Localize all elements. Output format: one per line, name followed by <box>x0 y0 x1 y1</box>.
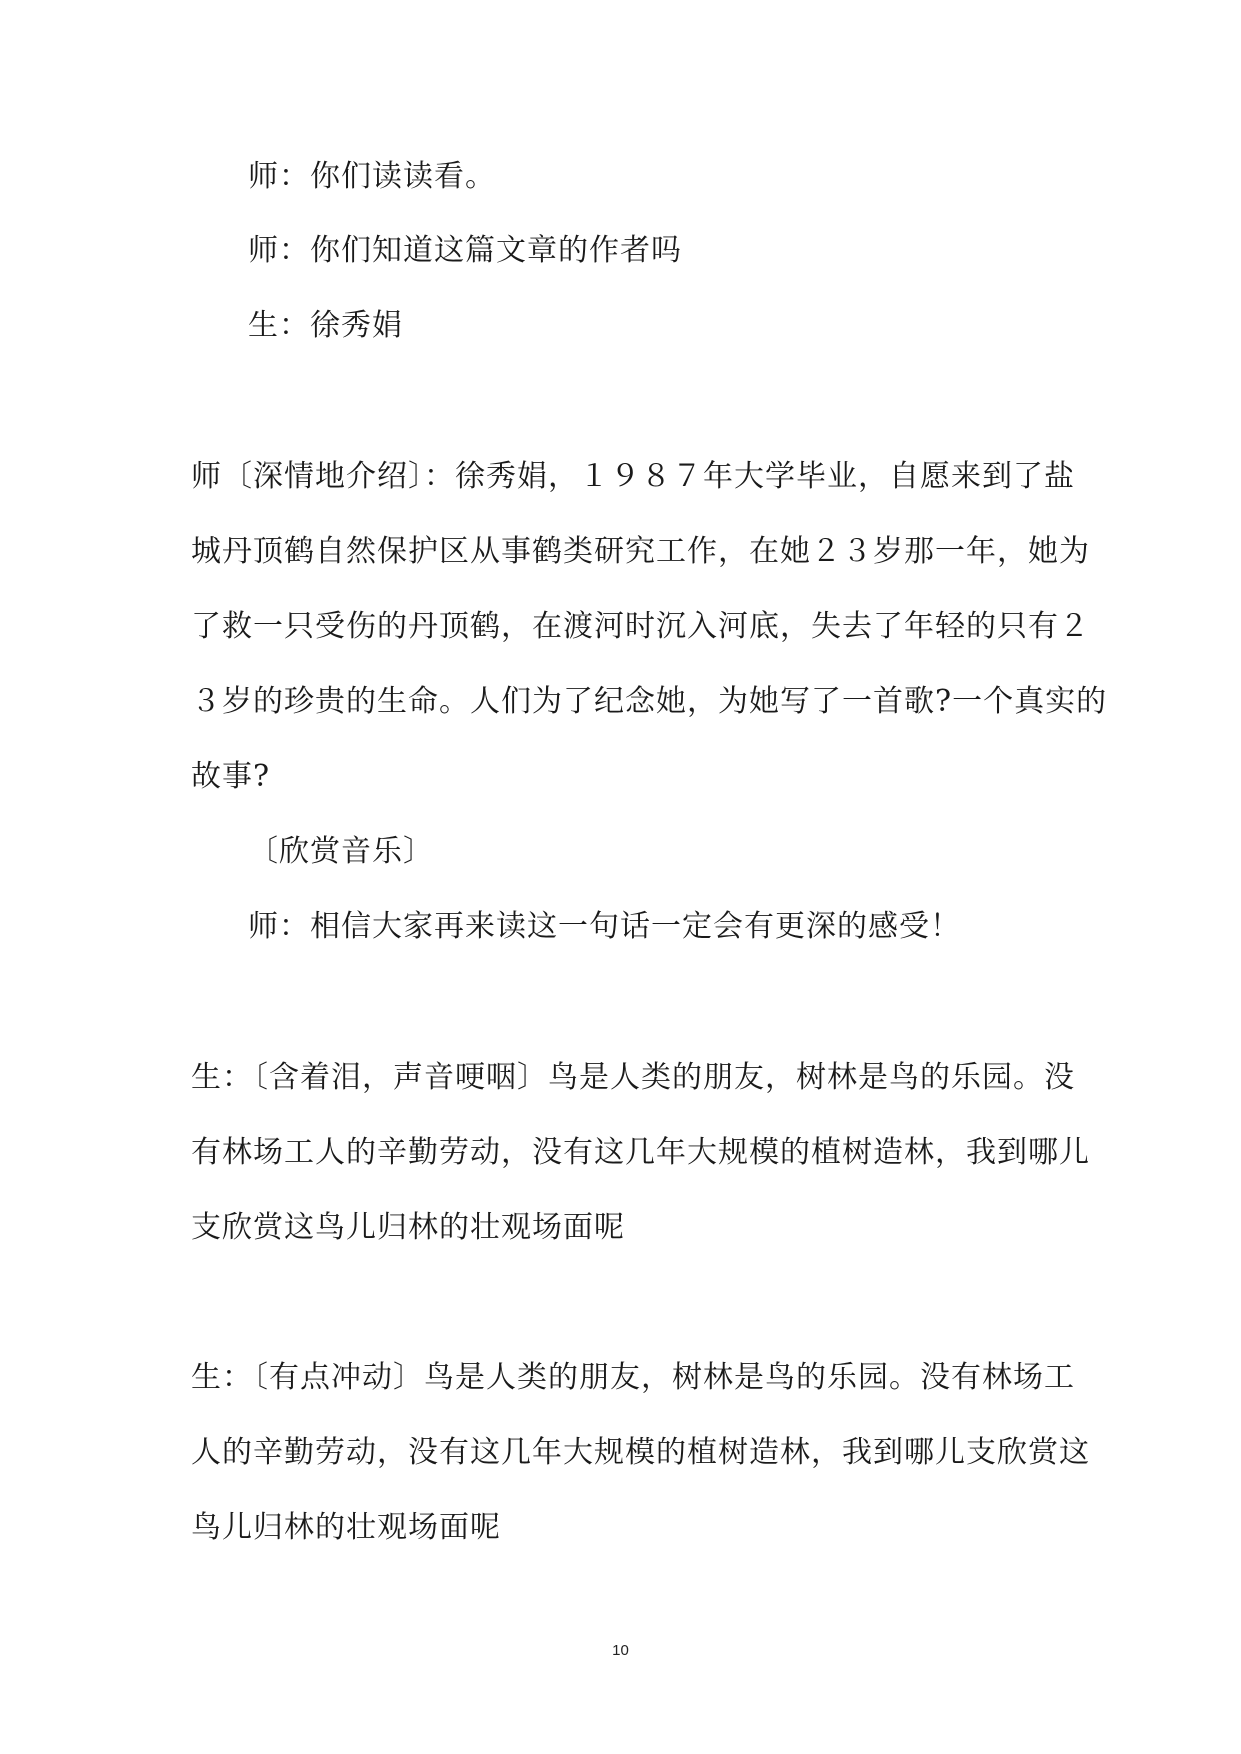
paragraph-intro-line-3: 了救一只受伤的丹顶鹤，在渡河时沉入河底，失去了年轻的只有２ <box>191 609 1090 644</box>
page-number: 10 <box>612 1642 629 1659</box>
dialogue-line-student-answer: 生：徐秀娟 <box>248 308 403 343</box>
dialogue-line-teacher-author: 师：你们知道这篇文章的作者吗 <box>248 233 682 268</box>
paragraph-intro-line-4: ３岁的珍贵的生命。人们为了纪念她，为她写了一首歌?一个真实的 <box>191 684 1108 719</box>
paragraph-student-2-line-1: 生：〔有点冲动〕鸟是人类的朋友，树林是鸟的乐园。没有林场工 <box>191 1360 1075 1395</box>
paragraph-intro-line-2: 城丹顶鹤自然保护区从事鹤类研究工作，在她２３岁那一年，她为 <box>191 534 1090 569</box>
paragraph-student-2-line-3: 鸟儿归林的壮观场面呢 <box>191 1510 501 1545</box>
dialogue-line-teacher-feel: 师：相信大家再来读这一句话一定会有更深的感受！ <box>248 909 961 944</box>
dialogue-line-teacher-read: 师：你们读读看。 <box>248 159 496 194</box>
paragraph-student-1-line-2: 有林场工人的辛勤劳动，没有这几年大规模的植树造林，我到哪儿 <box>191 1135 1090 1170</box>
paragraph-student-1-line-3: 支欣赏这鸟儿归林的壮观场面呢 <box>191 1210 625 1245</box>
paragraph-intro-line-1: 师〔深情地介绍〕：徐秀娟，１９８７年大学毕业，自愿来到了盐 <box>191 459 1075 494</box>
paragraph-student-2-line-2: 人的辛勤劳动，没有这几年大规模的植树造林，我到哪儿支欣赏这 <box>191 1435 1090 1470</box>
stage-direction-music: 〔欣赏音乐〕 <box>248 834 434 869</box>
paragraph-student-1-line-1: 生：〔含着泪，声音哽咽〕鸟是人类的朋友，树林是鸟的乐园。没 <box>191 1060 1075 1095</box>
paragraph-intro-line-5: 故事? <box>191 759 271 794</box>
